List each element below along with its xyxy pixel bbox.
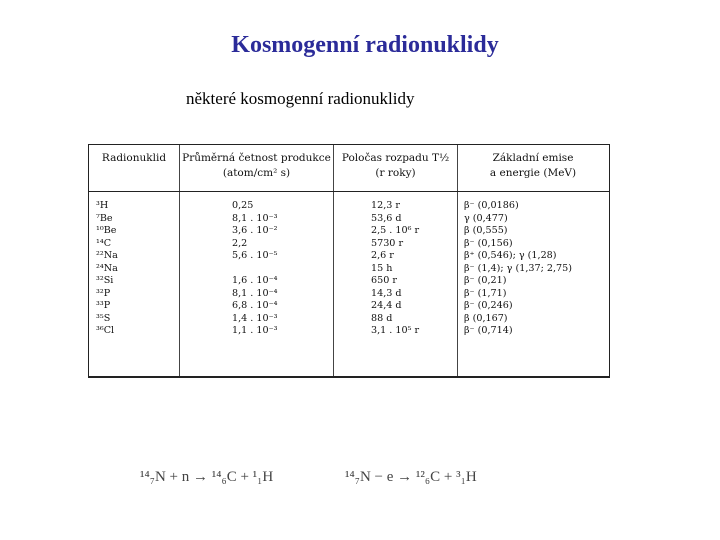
table-cell: 6,8 . 10⁻⁴ (232, 300, 278, 312)
table-cell: 12,3 r (371, 200, 400, 211)
table-header-row (89, 145, 609, 192)
table-cell: ¹⁴C (96, 237, 112, 249)
table-cell: γ (0,477) (464, 212, 508, 224)
table-cell: 3,6 . 10⁻² (232, 225, 278, 237)
table-cell: ¹⁰Be (96, 225, 117, 237)
table-cell: β⁻ (1,4); γ (1,37; 2,75) (464, 262, 572, 274)
reaction-equation-1: ¹⁴₇N + n → ¹⁴₆C + ¹₁H (140, 469, 274, 485)
header-half-life (334, 145, 458, 191)
table-cell: 3,1 . 10⁵ r (371, 325, 420, 337)
header-radionuclide (89, 145, 180, 191)
table-cell: 8,1 . 10⁻³ (232, 212, 278, 224)
table-cell: 5730 r (371, 237, 404, 249)
header-text: Radionuklid (101, 152, 167, 164)
header-text: Základní emise a energie (MeV) (489, 152, 577, 179)
table-cell: ²⁴Na (96, 262, 118, 274)
table-cell: ³³P (96, 300, 111, 312)
table-cell: 88 d (371, 312, 393, 324)
table-cell: 15 h (371, 262, 393, 274)
header-emission (458, 145, 608, 191)
table-cell: 5,6 . 10⁻⁵ (232, 250, 278, 262)
radionuclide-table (88, 144, 610, 378)
header-text: Průměrná četnost produkce (atom/cm² s) (182, 152, 331, 179)
reaction-equation-2: ¹⁴₇N − e → ¹²₆C + ³₁H (345, 469, 477, 485)
table-cell: 2,6 r (371, 250, 394, 262)
page-title: Kosmogenní radionuklidy (231, 32, 499, 58)
table-body (89, 192, 609, 376)
column-emission (458, 192, 608, 376)
table-cell: 53,6 d (371, 212, 402, 224)
table-cell: ³⁶Cl (96, 325, 115, 337)
table-cell: β (0,167) (464, 312, 508, 324)
table-cell: 14,3 d (371, 287, 402, 299)
column-production-rate (180, 192, 334, 376)
table-cell: ³H (96, 200, 109, 211)
table-cell: β⁻ (0,714) (464, 325, 513, 337)
table-cell: β⁺ (0,546); γ (1,28) (464, 250, 557, 262)
table-cell: 1,4 . 10⁻³ (232, 312, 278, 324)
table-cell: β⁻ (0,246) (464, 300, 513, 312)
column-radionuclide (89, 192, 180, 376)
table-cell: 8,1 . 10⁻⁴ (232, 287, 278, 299)
table-cell (180, 263, 333, 276)
table-cell: ³²P (96, 287, 111, 299)
table-cell: 0,25 (232, 200, 254, 211)
table-cell: ³²Si (96, 275, 114, 287)
column-half-life (334, 192, 458, 376)
table-cell: ⁷Be (96, 212, 113, 224)
table-cell: β (0,555) (464, 225, 508, 237)
table-cell: ²²Na (96, 250, 118, 262)
table-cell: ³⁵S (96, 312, 111, 324)
table-cell: 2,2 (232, 237, 248, 249)
header-text: Poločas rozpadu T½ (r roky) (341, 152, 450, 179)
page-subtitle: některé kosmogenní radionuklidy (186, 89, 415, 108)
header-production-rate (180, 145, 334, 191)
table-cell: β⁻ (0,156) (464, 237, 513, 249)
table-cell: β⁻ (0,21) (464, 275, 507, 287)
table-cell: 1,1 . 10⁻³ (232, 325, 278, 337)
table-cell: β⁻ (1,71) (464, 287, 507, 299)
table-cell: 1,6 . 10⁻⁴ (232, 275, 278, 287)
table-cell: β⁻ (0,0186) (464, 200, 519, 211)
table-cell: 24,4 d (371, 300, 402, 312)
table-cell: 650 r (371, 275, 397, 287)
table-cell: 2,5 . 10⁶ r (371, 225, 420, 237)
